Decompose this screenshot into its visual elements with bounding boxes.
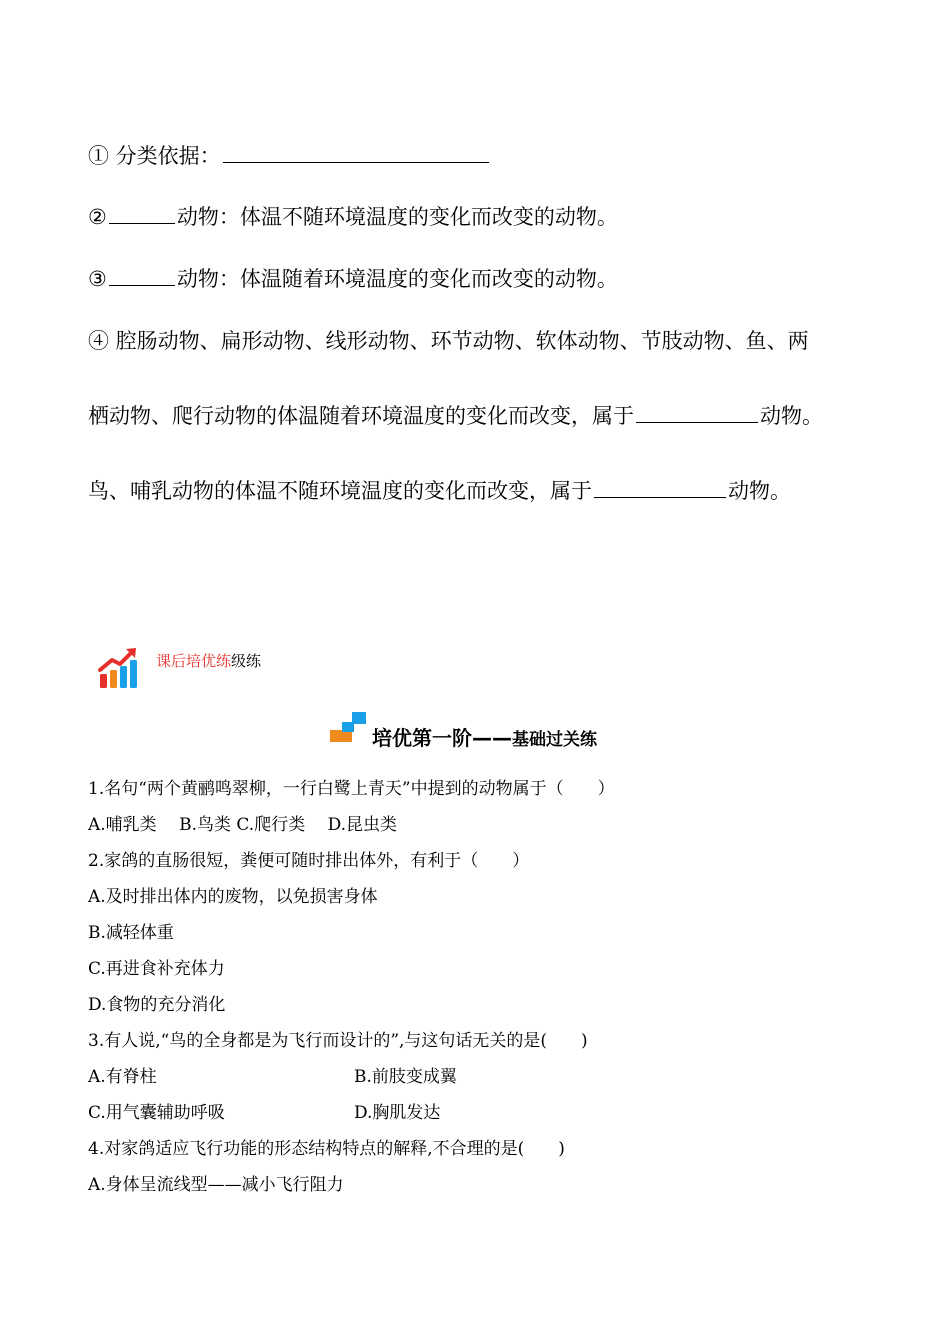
blank-3 (109, 264, 175, 286)
bar-chart-growth-icon (98, 644, 142, 692)
section-title-black: 级练 (231, 652, 262, 670)
item-3-prefix: ③ (88, 267, 107, 291)
question-2: 2.家鸽的直肠很短，粪便可随时排出体外，有利于（ ） (88, 851, 530, 871)
item-2-text: 动物：体温不随环境温度的变化而改变的动物。 (176, 205, 618, 229)
item-4-line-1: ④ 腔肠动物、扁形动物、线形动物、环节动物、软体动物、节肢动物、鱼、两 (88, 329, 809, 353)
item-1-label: ① 分类依据： (88, 144, 221, 168)
stairs-icon (330, 710, 370, 750)
item-4-line-3-text: 鸟、哺乳动物的体温不随环境温度的变化而改变，属于 (88, 479, 592, 503)
item-4-line-2-suffix: 动物。 (760, 404, 823, 428)
subtitle-tail: 基础过关练 (512, 730, 597, 750)
item-2-prefix: ② (88, 205, 107, 229)
item-1 (88, 140, 491, 170)
item-4-line-3-suffix: 动物。 (728, 479, 791, 503)
item-4-line-2-text: 栖动物、爬行动物的体温随着环境温度的变化而改变，属于 (88, 404, 634, 428)
question-4: 4.对家鸽适应飞行功能的形态结构特点的解释,不合理的是( ) (88, 1139, 565, 1159)
blank-5 (594, 476, 726, 498)
question-2-option-b: B.减轻体重 (88, 923, 174, 943)
item-2 (88, 201, 618, 231)
question-3: 3.有人说,“鸟的全身都是为飞行而设计的”,与这句话无关的是( ) (88, 1031, 588, 1051)
section-title (156, 650, 261, 671)
blank-4 (636, 401, 758, 423)
item-3-text: 动物：体温随着环境温度的变化而改变的动物。 (176, 267, 618, 291)
question-2-option-a: A.及时排出体内的废物，以免损害身体 (88, 887, 378, 907)
question-3-option-d: D.胸肌发达 (354, 1103, 441, 1123)
subtitle-main: 培优第一阶—— (372, 726, 512, 750)
blank-1 (223, 141, 489, 163)
question-2-option-d: D.食物的充分消化 (88, 995, 226, 1015)
question-3-option-c: C.用气囊辅助呼吸 (88, 1103, 225, 1123)
section-title-red: 课后培优练 (156, 652, 232, 670)
question-2-option-c: C.再进食补充体力 (88, 959, 225, 979)
item-4-line-2 (88, 400, 823, 430)
subtitle (372, 722, 597, 751)
question-4-option-a: A.身体呈流线型——减小飞行阻力 (88, 1175, 344, 1195)
question-1-options: A.哺乳类 B.鸟类 C.爬行类 D.昆虫类 (88, 815, 398, 835)
question-1: 1.名句“两个黄鹂鸣翠柳，一行白鹭上青天”中提到的动物属于（ ） (88, 779, 615, 799)
item-3 (88, 263, 618, 293)
question-3-option-a: A.有脊柱 (88, 1067, 157, 1087)
question-3-option-b: B.前肢变成翼 (354, 1067, 457, 1087)
item-4-line-3 (88, 475, 791, 505)
blank-2 (109, 202, 175, 224)
